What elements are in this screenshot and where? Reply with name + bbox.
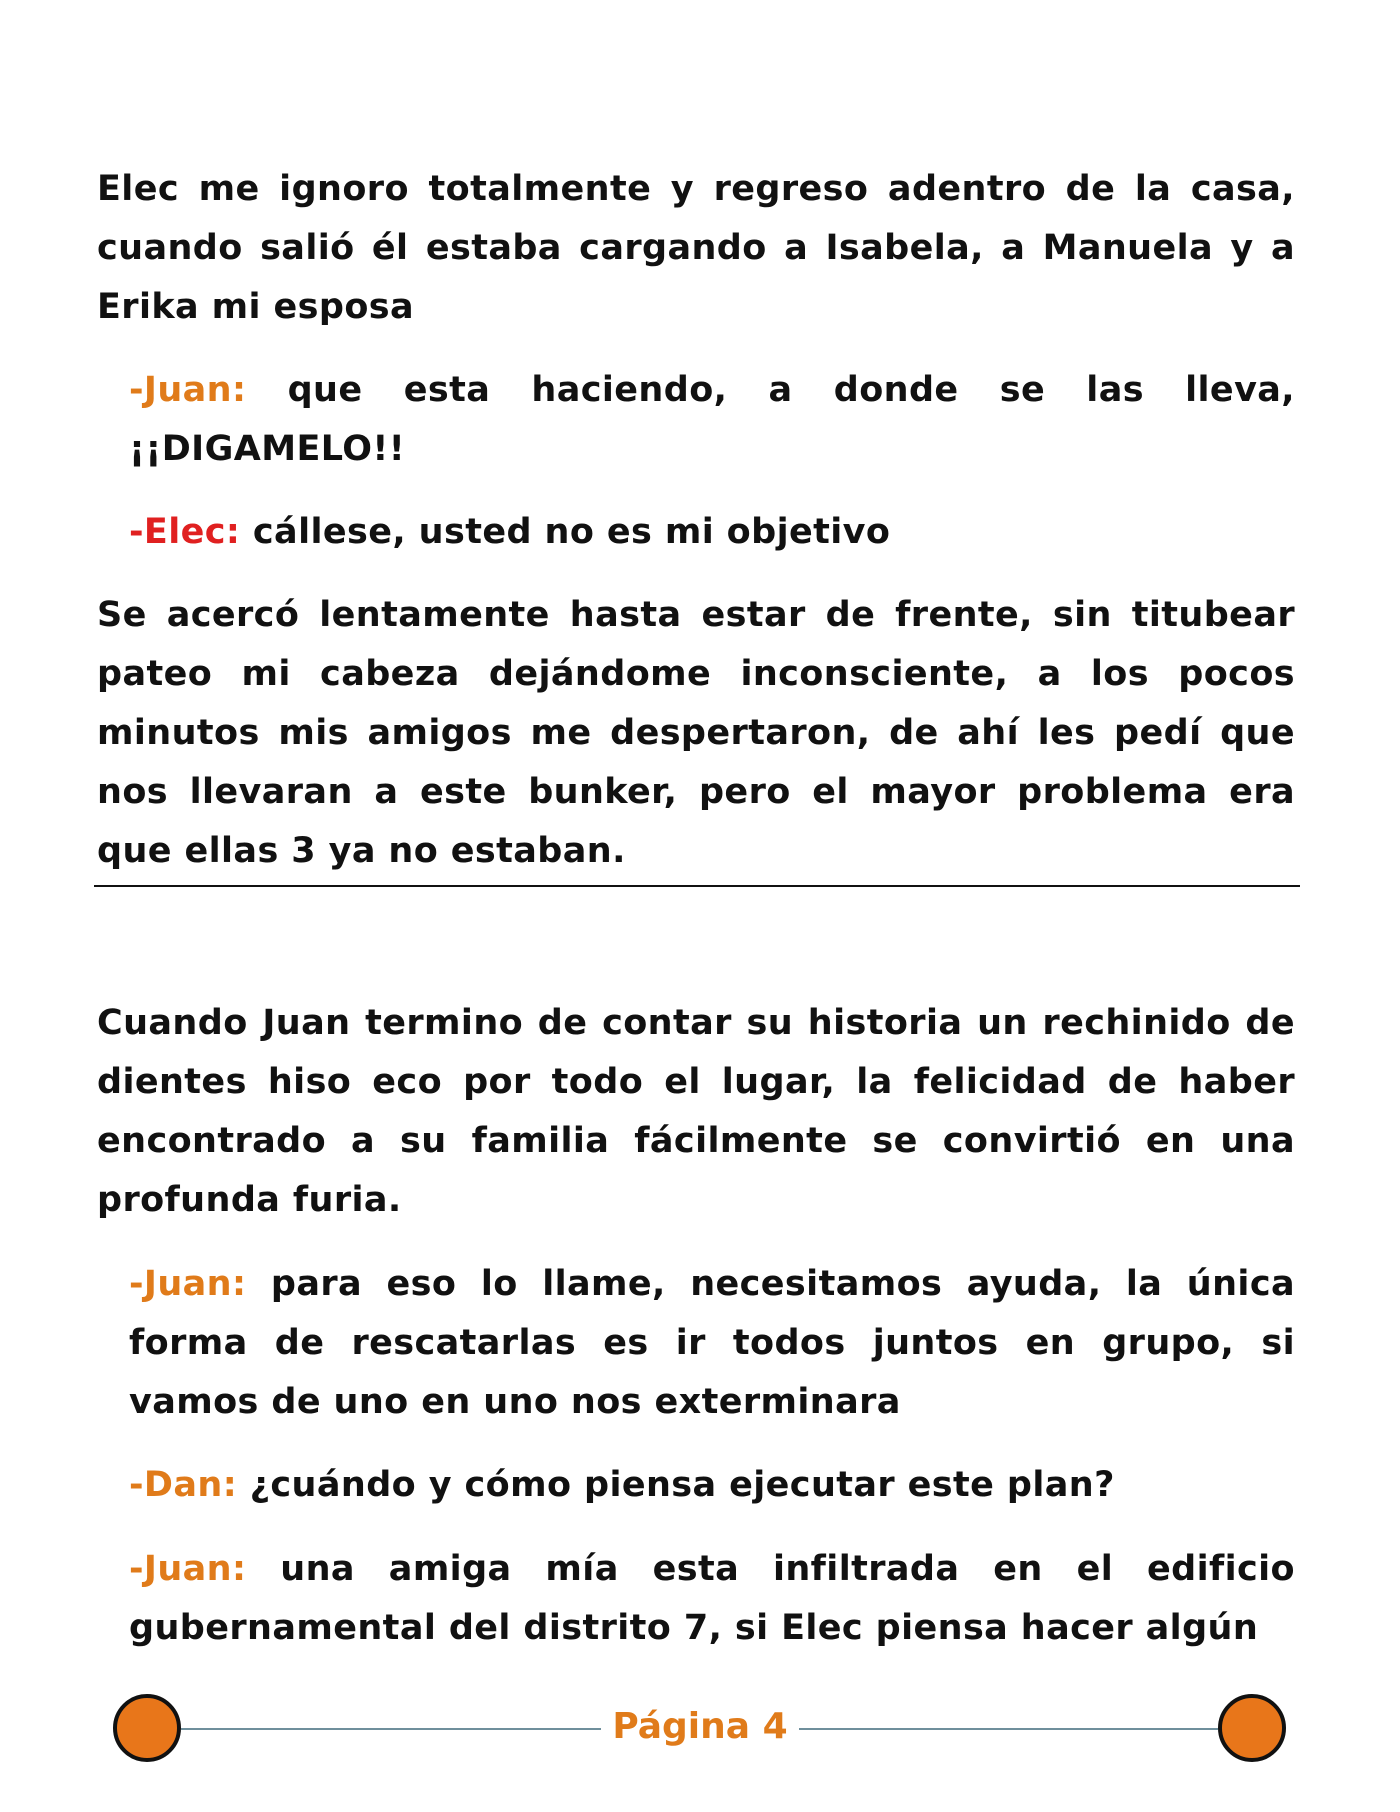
speaker-juan: -Juan: — [129, 1264, 247, 1304]
dialogue-juan-2 — [129, 1255, 1295, 1432]
dialogue-juan-3 — [129, 1540, 1295, 1658]
dialogue-text: para eso lo llame, necesitamos ayuda, la única forma de rescatarlas es ir todos juntos en grupo, si vamos de uno en uno nos exterminara — [129, 1264, 1295, 1422]
page-footer — [0, 1690, 1400, 1770]
page-number: Página 4 — [612, 1706, 788, 1747]
speaker-elec: -Elec: — [129, 512, 241, 552]
dialogue-text: que esta haciendo, a donde se las lleva, ¡¡DIGAMELO!! — [129, 370, 1295, 469]
dialogue-text: cállese, usted no es mi objetivo — [240, 512, 891, 552]
footer-circle-left-icon — [113, 1694, 181, 1762]
footer-line-right — [799, 1728, 1218, 1730]
dialogue-juan-1 — [129, 361, 1295, 479]
dialogue-text: ¿cuándo y cómo piensa ejecutar este plan? — [237, 1465, 1115, 1505]
dialogue-text: una amiga mía esta infiltrada en el edificio gubernamental del distrito 7, si Elec piensa hacer algún — [129, 1549, 1295, 1648]
dialogue-elec — [129, 503, 1295, 562]
paragraph-2: Se acercó lentamente hasta estar de frente, sin titubear pateo mi cabeza dejándome inconsciente, a los pocos minutos mis amigos me despertaron, de ahí les pedí que nos llevaran a este bunker, pero el mayor problema era que ellas 3 ya no estaban. — [97, 595, 1295, 871]
speaker-juan: -Juan: — [129, 370, 247, 410]
section-divider — [94, 885, 1300, 887]
dialogue-dan — [129, 1456, 1295, 1515]
footer-circle-right-icon — [1218, 1694, 1286, 1762]
paragraph-3: Cuando Juan termino de contar su historia un rechinido de dientes hiso eco por todo el lugar, la felicidad de haber encontrado a su familia fácilmente se convirtió en una profunda furia. — [97, 1003, 1295, 1220]
speaker-juan: -Juan: — [129, 1549, 247, 1589]
speaker-dan: -Dan: — [129, 1465, 238, 1505]
footer-line-left — [181, 1728, 601, 1730]
paragraph-1: Elec me ignoro totalmente y regreso adentro de la casa, cuando salió él estaba cargando a Isabela, a Manuela y a Erika mi esposa — [97, 169, 1295, 327]
